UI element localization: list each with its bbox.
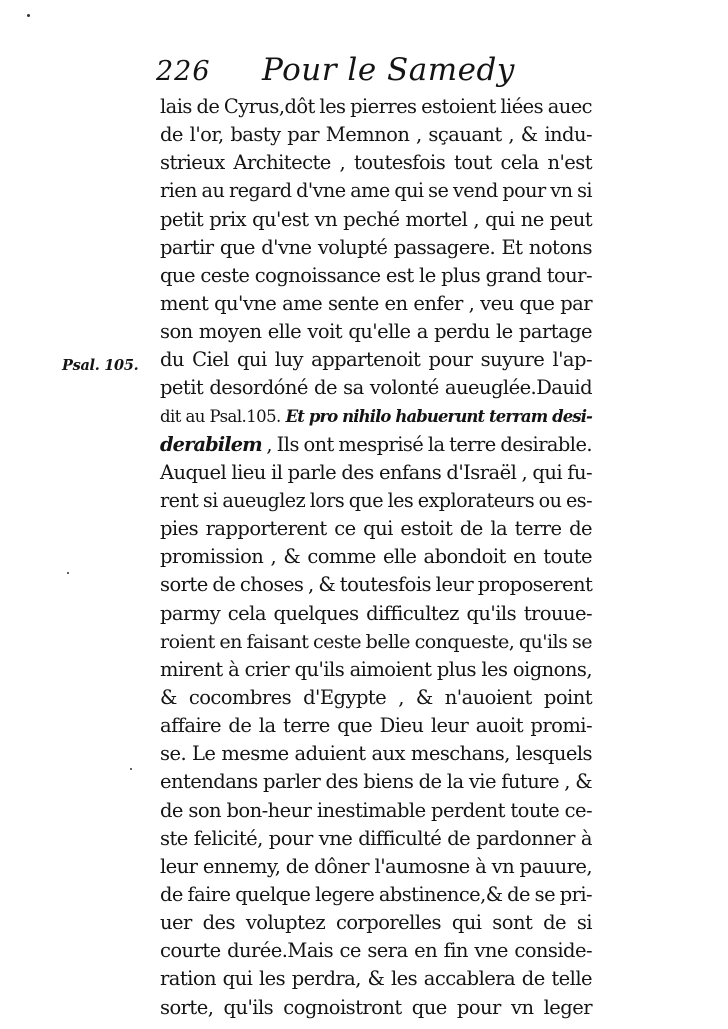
text-line: du Ciel qui luy appartenoit pour suyure l'ap-: [160, 348, 592, 372]
text-line: que ceste cognoissance est le plus grand tour-: [160, 263, 592, 287]
text-line: petit desordóné de sa volonté aueuglée.Dauid: [160, 376, 592, 400]
text-line: affaire de la terre que Dieu leur auoit promi-: [160, 714, 592, 738]
text-line: de l'or, basty par Memnon , sçauant , & indu-: [160, 123, 592, 147]
text-line: [160, 431, 592, 459]
text-line: roient en faisant ceste belle conqueste, qu'ils se: [160, 629, 592, 653]
latin-quotation: Et pro nihilo habuerunt terram desi-: [280, 406, 592, 426]
text-line: de faire quelque legere abstinence,& de se pri-: [160, 882, 592, 906]
running-title: Pour le Samedy: [262, 52, 515, 88]
text-line: Auquel lieu il parle des enfans d'Israël , qui fu-: [160, 460, 592, 484]
text-line: sorte de choses , & toutesfois leur proposerent: [160, 573, 593, 597]
scan-speck-top: [27, 14, 30, 17]
body-text: [160, 93, 592, 1022]
text-line: entendans parler des biens de la vie future , &: [160, 770, 592, 794]
latin-quotation: derabilem: [160, 432, 262, 456]
text-line: lais de Cyrus,dôt les pierres estoient liées auec: [160, 95, 592, 118]
scan-speck-lower: [130, 768, 132, 770]
text-line: leur ennemy, de dôner l'aumosne à vn pauure,: [160, 854, 592, 878]
text-line: de son bon-heur inestimable perdent toute ce-: [160, 798, 592, 822]
text-line: ration qui les perdra, & les accablera de telle: [160, 967, 592, 991]
text-line: petit prix qu'est vn peché mortel , qui ne peut: [160, 207, 592, 231]
text-line: partir que d'vne volupté passagere. Et notons: [160, 235, 592, 259]
text-line: [160, 403, 592, 431]
text-line: uer des voluptez corporelles qui sont de si: [160, 911, 592, 935]
text-line: sorte, qu'ils cognoistront que pour vn leger: [160, 995, 592, 1019]
text-line: & cocombres d'Egypte , & n'auoient point: [160, 685, 592, 709]
text-line: parmy cela quelques difficultez qu'ils trouue-: [160, 601, 592, 625]
text-line: promission , & comme elle abondoit en toute: [160, 545, 592, 569]
text-span: dit au Psal.105.: [160, 406, 281, 426]
text-line: son moyen elle voit qu'elle a perdu le partage: [160, 320, 592, 344]
margin-note-psalm-reference: Psal. 105.: [62, 357, 139, 374]
text-line: ste felicité, pour vne difficulté de pardonner à: [160, 826, 592, 850]
text-line: ment qu'vne ame sente en enfer , veu que par: [160, 291, 592, 315]
page-header: [150, 52, 590, 92]
text-line: pies rapporterent ce qui estoit de la terre de: [160, 517, 592, 541]
text-span: , Ils ont mesprisé la terre desirable.: [261, 432, 593, 456]
page-number: 226: [156, 56, 211, 87]
text-line: strieux Architecte , toutesfois tout cela n'est: [160, 151, 592, 175]
text-line: rien au regard d'vne ame qui se vend pour vn si: [160, 179, 592, 203]
text-line: courte durée.Mais ce sera en fin vne conside-: [160, 939, 592, 963]
text-line: mirent à crier qu'ils aimoient plus les oignons,: [160, 657, 592, 681]
text-line: rent si aueuglez lors que les explorateurs ou es-: [160, 488, 592, 512]
scan-speck-margin: [67, 572, 69, 574]
text-line: se. Le mesme aduient aux meschans, lesquels: [160, 742, 592, 766]
